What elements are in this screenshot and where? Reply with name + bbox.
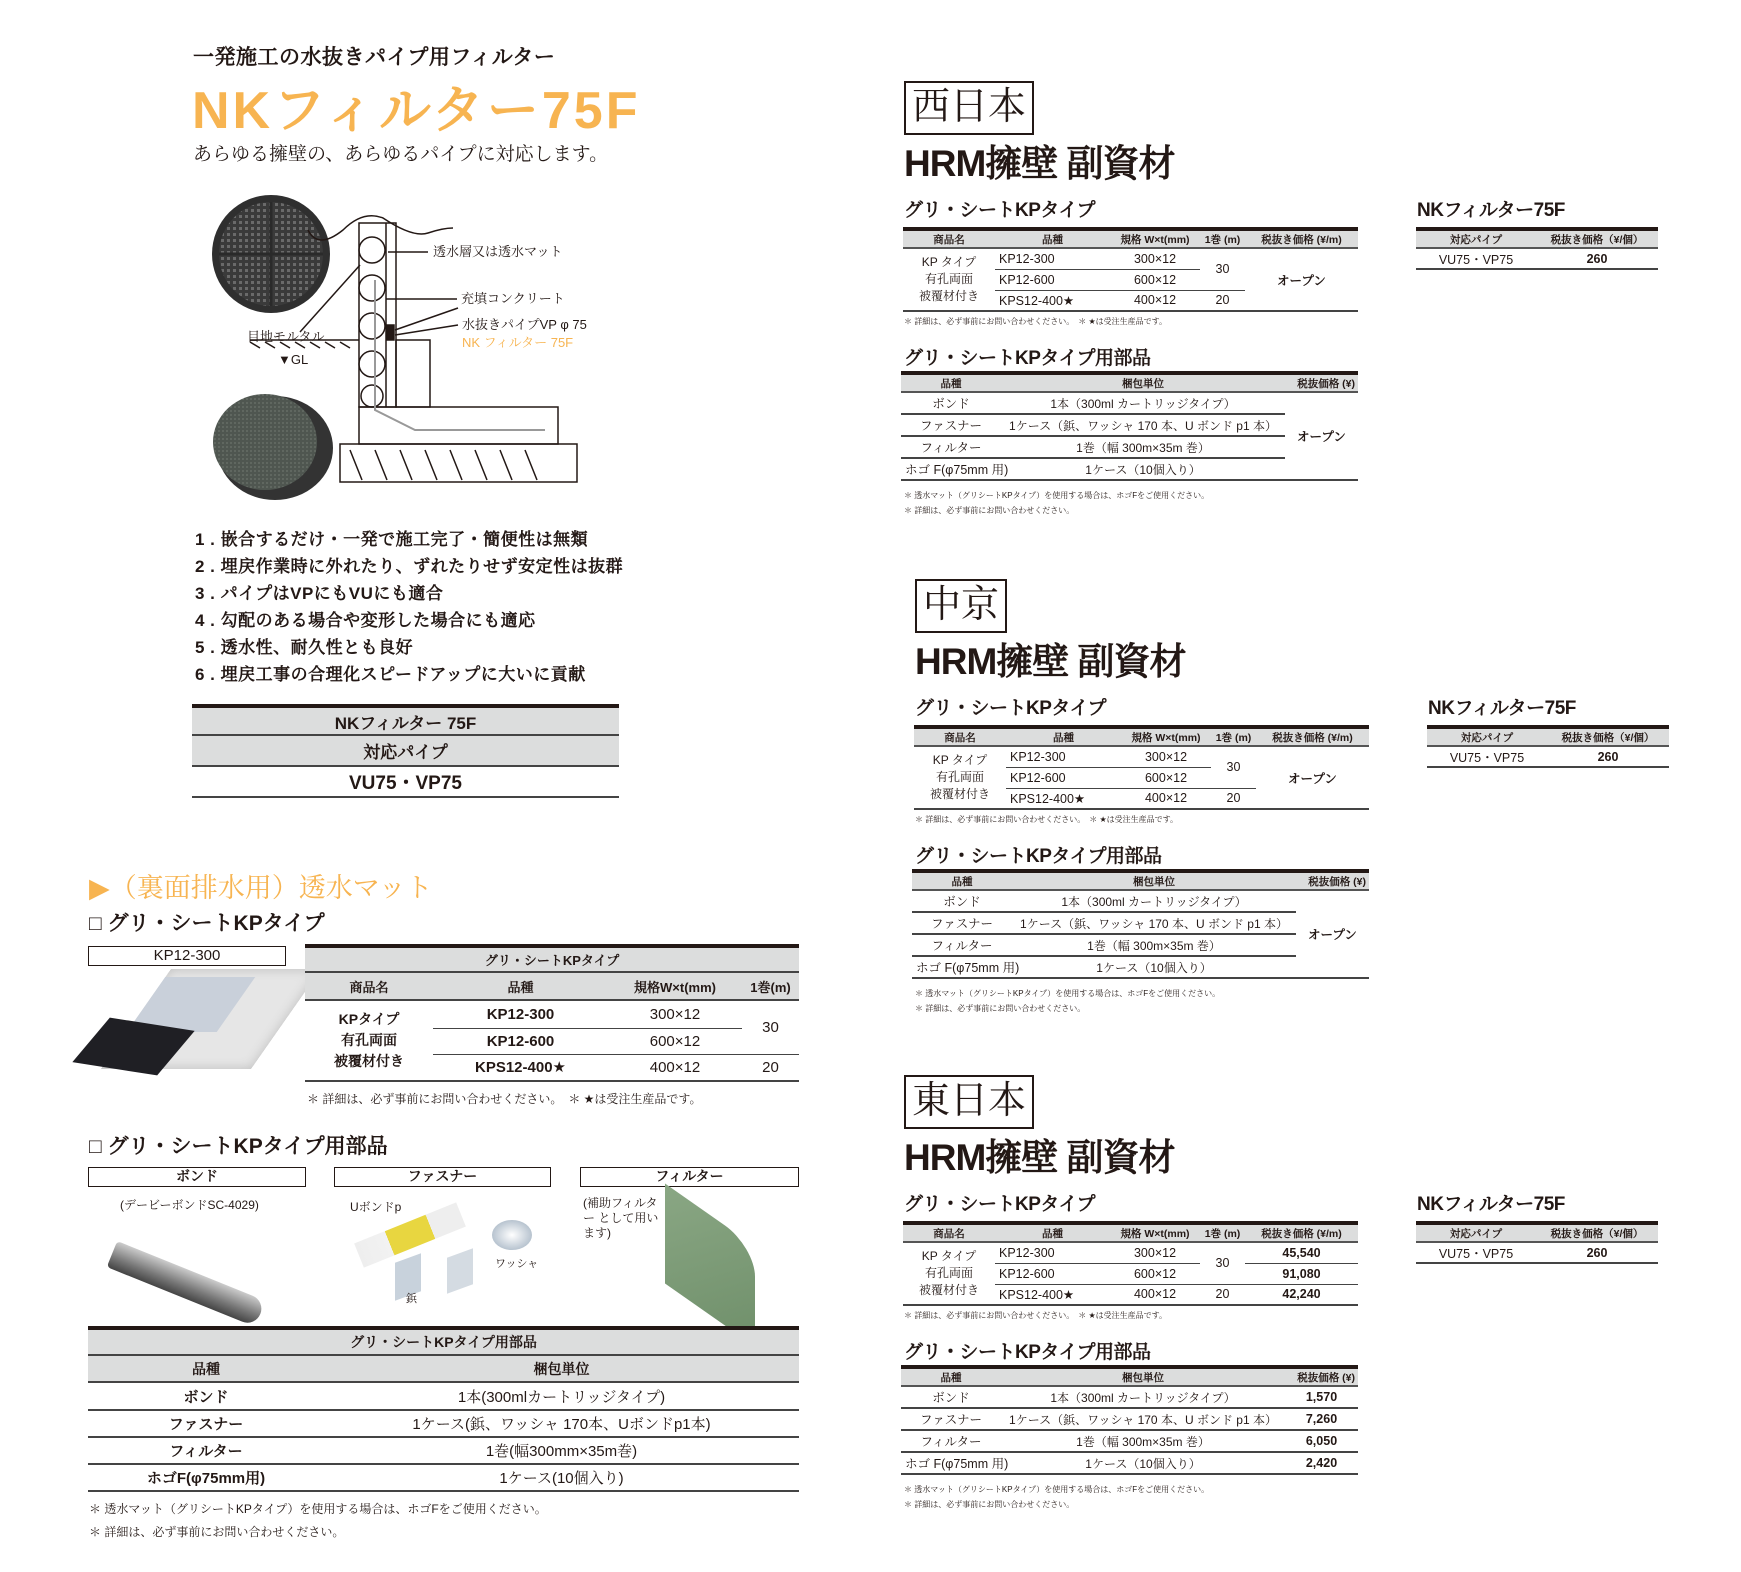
region-name-box: 中京: [915, 579, 1007, 633]
item-cell: フィルター: [901, 1430, 1001, 1452]
type-cell: KP12-300: [433, 1000, 608, 1028]
unit-cell: 1本（300ml カートリッジタイプ）: [1012, 890, 1296, 912]
roll-cell: 20: [1200, 1284, 1245, 1305]
table-row: [903, 1242, 1358, 1263]
kp-heading-text: グリ・シートKPタイプ: [107, 912, 325, 935]
col-header: 品種: [995, 1223, 1110, 1242]
spec-cell: 300×12: [1110, 1242, 1200, 1263]
spec-cell: 600×12: [1110, 1263, 1200, 1284]
col-header: 1巻 (m): [1211, 727, 1256, 746]
product-name-line: 被覆材付き: [918, 1283, 979, 1297]
roll-cell: 30: [1200, 1242, 1245, 1284]
tagline: あらゆる擁壁の、あらゆるパイプに対応します。: [193, 144, 609, 165]
item-cell: ファスナー: [901, 1408, 1001, 1430]
parts-heading-text: グリ・シートKPタイプ用部品: [107, 1135, 388, 1158]
region-section: [911, 579, 1711, 1059]
unit-cell: 1巻（幅 300m×35m 巻）: [1012, 934, 1296, 956]
product-name-line: 被覆材付き: [918, 289, 979, 303]
col-header: 商品名: [305, 972, 433, 1000]
table-row: [901, 1452, 1358, 1474]
col-header: 梱包単位: [1001, 373, 1285, 392]
spec-cell: 300×12: [608, 1000, 742, 1028]
col-header: 1巻(m): [742, 972, 799, 1000]
nk-table-title: NKフィルター 75F: [192, 706, 619, 735]
roll-cell: 20: [742, 1054, 799, 1081]
region-title: HRM擁壁 副資材: [904, 143, 1175, 184]
feature-item: 1 . 嵌合するだけ・一発で施工完了・簡便性は無類: [195, 530, 589, 549]
type-cell: KP12-300: [995, 248, 1110, 269]
product-name-line: KP タイプ: [932, 753, 988, 767]
parts-note: ＊ 透水マット（グリシートKPタイプ）を使用する場合は、ホゴFをご使用ください。: [915, 989, 1221, 998]
item-cell: ホゴ F(φ75mm 用): [912, 956, 1012, 978]
label-gl: ▼GL: [278, 352, 309, 367]
item-cell: ファスナー: [912, 912, 1012, 934]
photo-label-bond: ボンド: [88, 1167, 306, 1187]
table-row: [1416, 1242, 1658, 1263]
pipe-cell: VU75・VP75: [1416, 248, 1536, 269]
col-header: 梱包単位: [1012, 871, 1296, 890]
unit-cell: 1ケース（鋲、ワッシャ 170 本、U ボンド p1 本）: [1012, 912, 1296, 934]
product-name-line: 有孔両面: [935, 770, 984, 784]
kp-note: ＊ 詳細は、必ず事前にお問い合わせください。 ＊ ★は受注生産品です。: [904, 317, 1167, 326]
spec-cell: 600×12: [1110, 269, 1200, 290]
unit-cell: 1ケース(10個入り): [324, 1464, 799, 1491]
table-row: [1416, 248, 1658, 269]
col-header: 規格 W×t(mm): [1110, 1223, 1200, 1242]
product-name-line: 被覆材付き: [929, 787, 990, 801]
price-cell: 6,050: [1285, 1430, 1358, 1452]
unit-cell: 1ケース（鋲、ワッシャ 170 本、U ボンド p1 本）: [1001, 414, 1285, 436]
nk-price-table: [1427, 725, 1669, 768]
type-cell: KP12-600: [1006, 767, 1121, 788]
col-header: 規格 W×t(mm): [1110, 229, 1200, 248]
square-icon: □: [89, 912, 102, 935]
price-cell: オープン: [1256, 746, 1369, 809]
table-row: [903, 248, 1358, 269]
col-header: 品種: [995, 229, 1110, 248]
nk-heading: NKフィルター75F: [1417, 1194, 1565, 1215]
price-cell: 45,540: [1245, 1242, 1358, 1263]
unit-cell: 1ケース（10個入り）: [1001, 1452, 1285, 1474]
filter-roll-photo: [665, 1183, 755, 1346]
item-cell: ボンド: [88, 1382, 324, 1410]
col-header: 対応パイプ: [1416, 1223, 1536, 1242]
type-cell: KPS12-400★: [433, 1054, 608, 1081]
nk-heading: NKフィルター75F: [1417, 200, 1565, 221]
region-title: HRM擁壁 副資材: [915, 641, 1186, 682]
col-header: 税抜価格 (¥): [1296, 871, 1369, 890]
kp-table-title: グリ・シートKPタイプ: [305, 946, 799, 972]
col-header: 商品名: [914, 727, 1006, 746]
table-row: [901, 1430, 1358, 1452]
kp-spec-table: [305, 944, 799, 1082]
product-name-line: KP タイプ: [921, 255, 977, 269]
price-cell: オープン: [1285, 392, 1358, 480]
spec-cell: 300×12: [1121, 746, 1211, 767]
item-cell: フィルター: [901, 436, 1001, 458]
kp-sheet-photo: [76, 969, 286, 1079]
col-header: 品種: [88, 1355, 324, 1382]
product-name-cell: [305, 1000, 433, 1081]
price-cell: 7,260: [1285, 1408, 1358, 1430]
label-concrete: 充填コンクリート: [461, 291, 565, 306]
table-row: [901, 1386, 1358, 1408]
kp-note: ＊ 詳細は、必ず事前にお問い合わせください。 ＊ ★は受注生産品です。: [915, 815, 1178, 824]
parts-table: [88, 1326, 799, 1492]
roll-cell: 20: [1200, 290, 1245, 311]
photo-label-fastener: ファスナー: [334, 1167, 551, 1187]
feature-item: 6 . 埋戻工事の合理化スピードアップに大いに貢献: [195, 665, 586, 684]
type-cell: KP12-600: [433, 1028, 608, 1054]
parts-heading: グリ・シートKPタイプ用部品: [904, 348, 1151, 369]
parts-price-table: [901, 1365, 1358, 1475]
fastener-caption: Uボンドp: [350, 1200, 402, 1214]
col-header: 品種: [901, 373, 1001, 392]
region-title: HRM擁壁 副資材: [904, 1137, 1175, 1178]
spec-cell: 400×12: [1121, 788, 1211, 809]
kp-note: ＊ 詳細は、必ず事前にお問い合わせください。 ＊ ★は受注生産品です。: [904, 1311, 1167, 1320]
bond-caption: (デービーボンドSC-4029): [120, 1198, 259, 1212]
item-cell: ファスナー: [901, 414, 1001, 436]
price-cell: 1,570: [1285, 1386, 1358, 1408]
parts-table-title: グリ・シートKPタイプ用部品: [88, 1328, 799, 1355]
unit-cell: 1巻（幅 300m×35m 巻）: [1001, 1430, 1285, 1452]
unit-cell: 1本（300ml カートリッジタイプ）: [1001, 392, 1285, 414]
table-row: [914, 746, 1369, 767]
col-header: 品種: [901, 1367, 1001, 1386]
col-header: 商品名: [903, 229, 995, 248]
label-filter: NK フィルター 75F: [462, 335, 574, 350]
item-cell: ボンド: [912, 890, 1012, 912]
nk-price-table: [1416, 227, 1658, 270]
nk-table-value: VU75・VP75: [192, 766, 619, 797]
product-name-line: 被覆材付き: [334, 1053, 404, 1069]
kp-price-table: [903, 1221, 1358, 1306]
nk-table-header: 対応パイプ: [192, 735, 619, 766]
unit-cell: 1ケース(鋲、ワッシャ 170本、Uボンドp1本): [324, 1410, 799, 1437]
region-section: [900, 1075, 1700, 1555]
washer-photo: [492, 1220, 532, 1250]
parts-note: ＊ 詳細は、必ず事前にお問い合わせください。: [915, 1004, 1086, 1013]
pipe-cell: VU75・VP75: [1416, 1242, 1536, 1263]
item-cell: フィルター: [88, 1437, 324, 1464]
item-cell: ホゴ F(φ75mm 用): [901, 458, 1001, 480]
kp-heading: グリ・シートKPタイプ: [904, 200, 1095, 221]
feature-item: 4 . 勾配のある場合や変形した場合にも適応: [195, 611, 536, 630]
col-header: 税抜き価格 (¥/m): [1245, 229, 1358, 248]
col-header: 梱包単位: [1001, 1367, 1285, 1386]
type-cell: KP12-300: [1006, 746, 1121, 767]
col-header: 梱包単位: [324, 1355, 799, 1382]
nk-heading: NKフィルター75F: [1428, 698, 1576, 719]
item-cell: ボンド: [901, 1386, 1001, 1408]
col-header: 品種: [1006, 727, 1121, 746]
spec-cell: 600×12: [608, 1028, 742, 1054]
parts-note: ＊ 透水マット（グリシートKPタイプ）を使用する場合は、ホゴFをご使用ください。: [904, 491, 1210, 500]
type-cell: KPS12-400★: [995, 1284, 1110, 1305]
filter-top-photo: [212, 195, 330, 313]
col-header: 1巻 (m): [1200, 229, 1245, 248]
parts-price-table: [912, 869, 1369, 979]
kp-table-note: ＊ 詳細は、必ず事前にお問い合わせください。 ＊ ★は受注生産品です。: [307, 1092, 702, 1106]
label-mat: 透水層又は透水マット: [433, 244, 563, 259]
unit-cell: 1巻（幅 300m×35m 巻）: [1001, 436, 1285, 458]
kp-price-table: [903, 227, 1358, 312]
table-row: [912, 890, 1369, 912]
product-name-line: 有孔両面: [924, 272, 973, 286]
type-cell: KP12-600: [995, 1263, 1110, 1284]
col-header: 商品名: [903, 1223, 995, 1242]
nk-price-table: [1416, 1221, 1658, 1264]
feature-item: 3 . パイプはVPにもVUにも適合: [195, 584, 444, 603]
spec-cell: 400×12: [1110, 1284, 1200, 1305]
price-cell: オープン: [1245, 248, 1358, 311]
nail-photo: [447, 1248, 473, 1293]
type-cell: KP12-600: [995, 269, 1110, 290]
region-section: [900, 81, 1700, 561]
col-header: 1巻 (m): [1200, 1223, 1245, 1242]
col-header: 規格W×t(mm): [608, 972, 742, 1000]
parts-heading: グリ・シートKPタイプ用部品: [915, 846, 1162, 867]
col-header: 対応パイプ: [1427, 727, 1547, 746]
product-name-line: KP タイプ: [921, 1249, 977, 1263]
feature-list: [195, 526, 623, 688]
product-name-cell: [903, 1242, 995, 1305]
roll-cell: 30: [1200, 248, 1245, 290]
price-cell: 91,080: [1245, 1263, 1358, 1284]
parts-note: ＊ 透水マット（グリシートKPタイプ）を使用する場合は、ホゴFをご使用ください。: [904, 1485, 1210, 1494]
product-name-line: KPタイプ: [338, 1011, 400, 1027]
col-header: 税抜き価格 (¥/m): [1256, 727, 1369, 746]
item-cell: ホゴF(φ75mm用): [88, 1464, 324, 1491]
parts-note: ＊ 詳細は、必ず事前にお問い合わせください。: [89, 1525, 345, 1539]
col-header: 品種: [912, 871, 1012, 890]
col-header: 規格 W×t(mm): [1121, 727, 1211, 746]
col-header: 税抜き価格 (¥/m): [1245, 1223, 1358, 1242]
region-name-box: 西日本: [904, 81, 1034, 135]
roll-cell: 20: [1211, 788, 1256, 809]
col-header: 対応パイプ: [1416, 229, 1536, 248]
parts-note: ＊ 詳細は、必ず事前にお問い合わせください。: [904, 1500, 1075, 1509]
pipe-cell: VU75・VP75: [1427, 746, 1547, 767]
unit-cell: 1本(300mlカートリッジタイプ): [324, 1382, 799, 1410]
filter-caption: (補助フィルター として用います): [583, 1196, 659, 1240]
table-row: [901, 1408, 1358, 1430]
photo-label-kp12-300: KP12-300: [88, 946, 286, 966]
price-cell: 42,240: [1245, 1284, 1358, 1305]
nail-caption: 鋲: [406, 1293, 417, 1305]
mat-section-heading-text: （裏面排水用）透水マット: [109, 873, 433, 903]
kp-heading: [89, 907, 325, 937]
product-title: NKフィルター75F: [192, 82, 641, 140]
product-name-line: 有孔両面: [924, 1266, 973, 1280]
feature-item: 2 . 埋戻作業時に外れたり、ずれたりせず安定性は抜群: [195, 557, 624, 576]
nk-filter-table: [192, 704, 619, 798]
installation-diagram: [190, 190, 590, 500]
region-name-box: 東日本: [904, 1075, 1034, 1129]
unit-cell: 1本（300ml カートリッジタイプ）: [1001, 1386, 1285, 1408]
parts-heading: [89, 1130, 388, 1160]
product-name-line: 有孔両面: [341, 1032, 397, 1048]
bond-cartridge-photo: [107, 1241, 266, 1327]
price-cell: 2,420: [1285, 1452, 1358, 1474]
col-header: 税抜き価格（¥/個）: [1536, 229, 1658, 248]
product-name-cell: [914, 746, 1006, 809]
washer-caption: ワッシャ: [495, 1258, 539, 1270]
unit-cell: 1ケース（10個入り）: [1001, 458, 1285, 480]
photo-label-filter: フィルター: [580, 1167, 799, 1187]
type-cell: KPS12-400★: [1006, 788, 1121, 809]
item-cell: ボンド: [901, 392, 1001, 414]
col-header: 税抜価格 (¥): [1285, 1367, 1358, 1386]
spec-cell: 400×12: [1110, 290, 1200, 311]
parts-heading: グリ・シートKPタイプ用部品: [904, 1342, 1151, 1363]
unit-cell: 1ケース（10個入り）: [1012, 956, 1296, 978]
mat-section-heading: [89, 866, 433, 905]
roll-cell: 30: [742, 1000, 799, 1054]
feature-item: 5 . 透水性、耐久性とも良好: [195, 638, 414, 657]
parts-note: ＊ 透水マット（グリシートKPタイプ）を使用する場合は、ホゴFをご使用ください。: [89, 1502, 547, 1516]
roll-cell: 30: [1211, 746, 1256, 788]
unit-cell: 1巻(幅300mm×35m巻): [324, 1437, 799, 1464]
type-cell: KP12-300: [995, 1242, 1110, 1263]
unit-cell: 1ケース（鋲、ワッシャ 170 本、U ボンド p1 本）: [1001, 1408, 1285, 1430]
label-mortar: 目地モルタル: [247, 329, 325, 344]
triangle-right-icon: ▶: [89, 873, 110, 903]
price-cell: 260: [1536, 248, 1658, 269]
col-header: 品種: [433, 972, 608, 1000]
filter-bottom-photo: [213, 394, 333, 500]
square-icon: □: [89, 1135, 102, 1158]
type-cell: KPS12-400★: [995, 290, 1110, 311]
spec-cell: 600×12: [1121, 767, 1211, 788]
item-cell: ホゴ F(φ75mm 用): [901, 1452, 1001, 1474]
col-header: 税抜き価格（¥/個）: [1547, 727, 1669, 746]
parts-price-table: [901, 371, 1358, 481]
label-pipe: 水抜きパイプVP φ 75: [462, 317, 587, 332]
col-header: 税抜き価格（¥/個）: [1536, 1223, 1658, 1242]
table-row: [901, 392, 1358, 414]
price-cell: 260: [1547, 746, 1669, 767]
item-cell: フィルター: [912, 934, 1012, 956]
table-row: [1427, 746, 1669, 767]
parts-note: ＊ 詳細は、必ず事前にお問い合わせください。: [904, 506, 1075, 515]
price-cell: 260: [1536, 1242, 1658, 1263]
catchphrase: 一発施工の水抜きパイプ用フィルター: [193, 46, 556, 69]
price-cell: オープン: [1296, 890, 1369, 978]
kp-price-table: [914, 725, 1369, 810]
item-cell: ファスナー: [88, 1410, 324, 1437]
product-name-cell: [903, 248, 995, 311]
kp-heading: グリ・シートKPタイプ: [904, 1194, 1095, 1215]
kp-heading: グリ・シートKPタイプ: [915, 698, 1106, 719]
spec-cell: 400×12: [608, 1054, 742, 1081]
spec-cell: 300×12: [1110, 248, 1200, 269]
col-header: 税抜価格 (¥): [1285, 373, 1358, 392]
